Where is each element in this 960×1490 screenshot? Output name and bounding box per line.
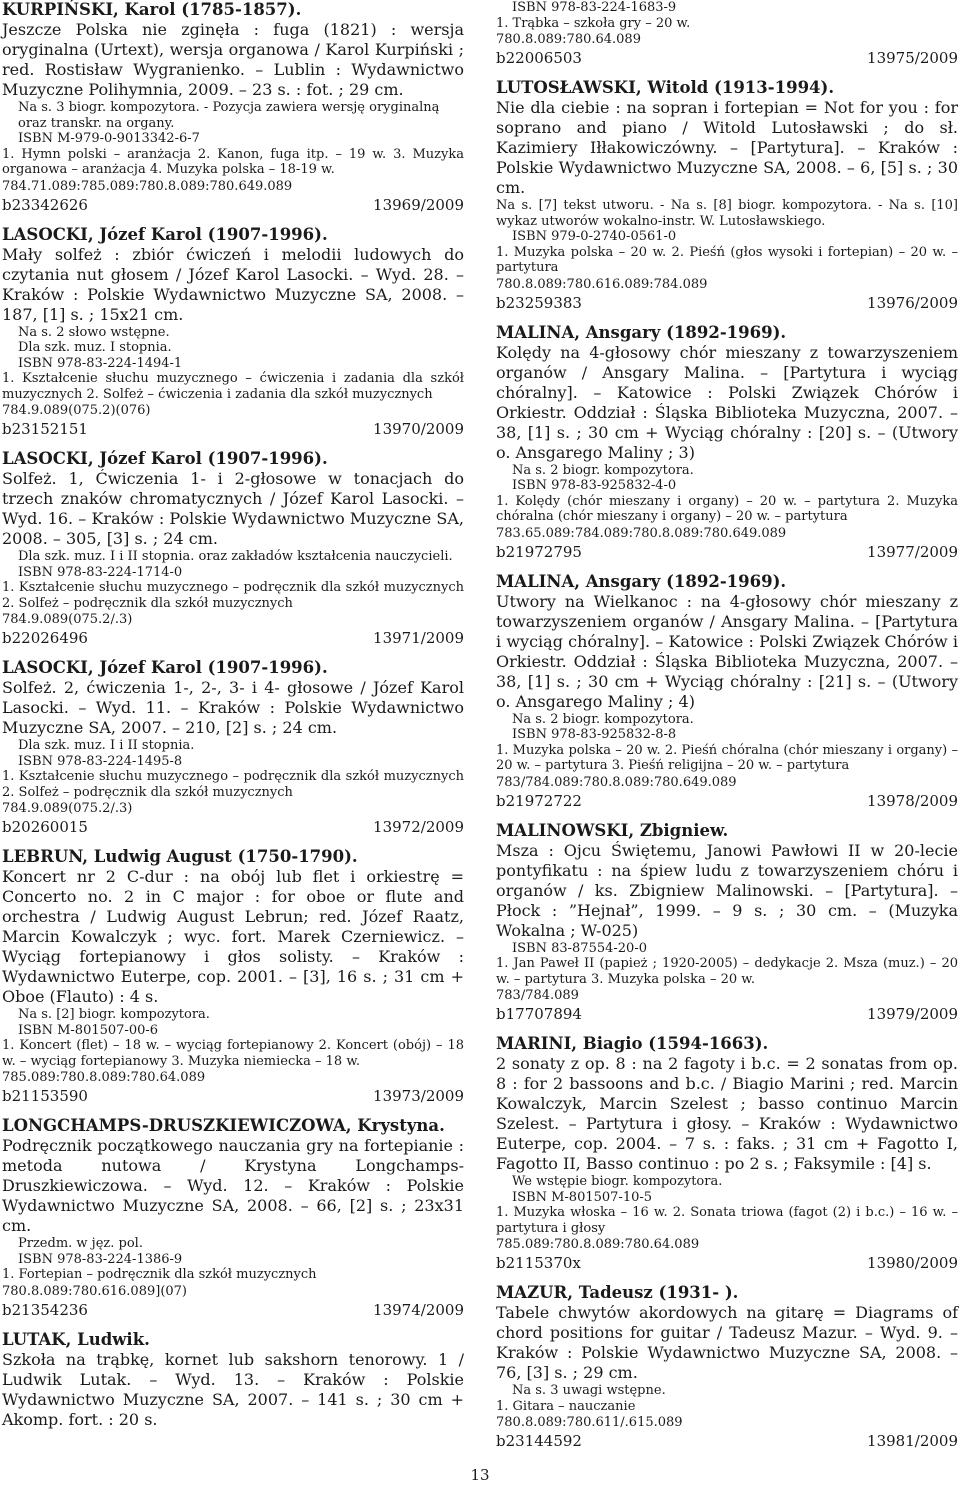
- catalog-entry: [496, 1283, 958, 1451]
- entry-description: Szkoła na trąbkę, kornet lub sakshorn tenorowy. 1 / Ludwik Lutak. – Wyd. 13. – Kraków : Polskie Wydawnictwo Muzyczne SA, 2007. – 141 s. ; 30 cm + Akomp. fort. : 20 s.: [2, 1349, 464, 1429]
- record-id: b22006503: [496, 49, 582, 67]
- entry-description: Solfeż. 2, ćwiczenia 1-, 2-, 3- i 4- głosowe / Józef Karol Lasocki. – Wyd. 11. – Kraków : Polskie Wydawnictwo Muzyczne SA, 2007. – 210, [2] s. ; 24 cm.: [2, 678, 464, 737]
- catalog-entry: [2, 0, 464, 215]
- entry-heading: LASOCKI, Józef Karol (1907-1996).: [2, 224, 328, 244]
- record-line: [2, 1086, 464, 1106]
- record-number: 13981/2009: [867, 1432, 958, 1450]
- record-id: b21972722: [496, 791, 582, 810]
- entry-heading: LASOCKI, Józef Karol (1907-1996).: [2, 449, 328, 468]
- entry-subjects: 1. Muzyka włoska – 16 w. 2. Sonata triowa (fagot (2) i b.c.) – 16 w. – partytura i głosy: [496, 1205, 958, 1236]
- entry-description: Mały solfeż : zbiór ćwiczeń i melodii ludowych do czytania nut głosem / Józef Karol Lasocki. – Wyd. 28. – Kraków : Polskie Wydawnictwo Muzyczne SA, 2008. – 187, [1] s. ; 15x21 cm.: [2, 244, 464, 324]
- entry-note: Przedm. w jęz. pol.: [18, 1236, 143, 1251]
- entry-subjects: 1. Muzyka polska – 20 w. 2. Pieśń chóralna (chór mieszany i organy) – 20 w. – partytura 3. Pieśń religijna – 20 w. – partytura: [496, 742, 958, 773]
- page-number: 13: [470, 1466, 490, 1484]
- catalog-entry: [2, 847, 464, 1106]
- entry-udc: 780.8.089:780.616.089:784.089: [496, 276, 708, 292]
- entry-note: ISBN 978-83-925832-8-8: [512, 727, 677, 742]
- entry-udc: 784.9.089(075.2)(076): [2, 403, 151, 418]
- entry-heading: LUTOSŁAWSKI, Witold (1913-1994).: [496, 78, 835, 97]
- entry-note: ISBN 978-83-224-1683-9: [512, 0, 677, 15]
- entry-subjects: 1. Kolędy (chór mieszany i organy) – 20 w. – partytura 2. Muzyka chóralna (chór mieszany i organy) – 20 w. – partytura: [496, 493, 958, 524]
- right-column: [496, 0, 958, 1461]
- entry-note: Na s. 2 biogr. kompozytora.: [512, 711, 694, 727]
- record-number: 13974/2009: [373, 1300, 464, 1319]
- record-id: b21354236: [2, 1300, 88, 1319]
- entry-heading: MAZUR, Tadeusz (1931- ).: [496, 1283, 739, 1302]
- entry-udc: 784.9.089(075.2/.3): [2, 612, 133, 627]
- entry-note: We wstępie biogr. kompozytora.: [512, 1174, 723, 1189]
- record-id: b21972795: [496, 542, 582, 561]
- record-line: [496, 1004, 958, 1024]
- entry-heading: KURPIŃSKI, Karol (1785-1857).: [2, 0, 302, 19]
- entry-note: Dla szk. muz. I i II stopnia.: [18, 738, 195, 753]
- record-line: [496, 791, 958, 811]
- catalog-entry: [2, 449, 464, 648]
- catalog-entry: [496, 0, 958, 68]
- entry-description: Jeszcze Polska nie zginęła : fuga (1821) : wersja oryginalna (Urtext), wersja organowa / Karol Kurpiński ; red. Rostisław Wygranienko. – Lublin : Wydawnictwo Muzyczne Polihymnia, 2009. – 23 s. : fot. ; 29 cm.: [2, 20, 464, 99]
- record-number: 13978/2009: [867, 791, 958, 810]
- record-id: b21153590: [2, 1087, 88, 1105]
- entry-subjects: 1. Kształcenie słuchu muzycznego – podręcznik dla szkół muzycznych 2. Solfeż – podręcznik dla szkół muzycznych: [2, 769, 464, 800]
- entry-note: Na s. 2 słowo wstępne.: [18, 324, 170, 340]
- record-line: [2, 628, 464, 648]
- record-line: [496, 1253, 958, 1273]
- entry-note: ISBN 978-83-224-1494-1: [18, 355, 183, 371]
- catalog-entry: [2, 1116, 464, 1320]
- catalog-entry: [496, 323, 958, 562]
- entry-note: Dla szk. muz. I i II stopnia. oraz zakładów kształcenia nauczycieli.: [18, 549, 453, 564]
- entry-udc: 780.8.089:780.616.089](07): [2, 1283, 188, 1299]
- record-number: 13973/2009: [373, 1087, 464, 1105]
- entry-heading: MARINI, Biagio (1594-1663).: [496, 1034, 769, 1053]
- entry-note: Na s. 3 biogr. kompozytora. - Pozycja zawiera wersję oryginalną oraz transkr. na organy.: [18, 100, 440, 131]
- entry-note: ISBN 978-83-925832-4-0: [512, 478, 677, 493]
- entry-subjects: 1. Fortepian – podręcznik dla szkół muzycznych: [2, 1267, 317, 1282]
- entry-note: Dla szk. muz. I stopnia.: [18, 340, 172, 355]
- record-line: [496, 48, 958, 68]
- record-id: b2115370x: [496, 1254, 581, 1272]
- record-id: b17707894: [496, 1005, 582, 1023]
- entry-description: Utwory na Wielkanoc : na 4-głosowy chór mieszany z towarzyszeniem organów / Ansgary Malina. – [Partytura i wyciąg chóralny]. – Katowice : Polski Związek Chórów i Orkiestr. Oddział : Śląska Biblioteka Muzyczna, 2007. – 38, [1] s. ; 30 cm + Wyciąg chóralny : [21] s. – (Utwory o. Ansgarego Maliny ; 4): [496, 591, 958, 711]
- entry-heading: LONGCHAMPS-DRUSZKIEWICZOWA, Krystyna.: [2, 1116, 445, 1135]
- entry-udc: 785.089:780.8.089:780.64.089: [2, 1070, 206, 1085]
- entry-description: Tabele chwytów akordowych na gitarę = Diagrams of chord positions for guitar / Tadeusz Mazur. – Wyd. 9. – Kraków : Polskie Wydawnictwo Muzyczne SA, 2008. – 76, [3] s. ; 29 cm.: [496, 1303, 958, 1382]
- catalog-entry: [496, 1034, 958, 1273]
- entry-subjects: 1. Trąbka – szkoła gry – 20 w.: [496, 15, 691, 31]
- entry-description: Koncert nr 2 C-dur : na obój lub flet i orkiestrę = Concerto no. 2 in C major : for oboe or flute and orchestra / Ludwig August Lebrun; red. Józef Raatz, Marcin Kowalczyk ; wyc. fort. Marek Czerniewicz. – Wyciąg fortepianowy i głos solisty. – Kraków : Wydawnictwo Euterpe, cop. 2001. – [3], 16 s. ; 31 cm + Oboe (Flauto) : 4 s.: [2, 867, 464, 1006]
- entry-heading: MALINA, Ansgary (1892-1969).: [496, 322, 787, 342]
- entry-note: Na s. 3 uwagi wstępne.: [512, 1383, 666, 1398]
- entry-description: Msza : Ojcu Świętemu, Janowi Pawłowi II w 20-lecie pontyfikatu : na śpiew ludu z towarzyszeniem chóru i organów / ks. Zbigniew Malinowski. – [Partytura]. – Płock : ”Hejnał”, 1999. – 9 s. ; 30 cm. – (Muzyka Wokalna ; W-025): [496, 840, 958, 940]
- entry-udc: 783/784.089: [496, 988, 579, 1003]
- record-number: 13970/2009: [373, 420, 464, 438]
- entry-heading: MALINOWSKI, Zbigniew.: [496, 820, 729, 840]
- catalog-entry: [496, 572, 958, 811]
- record-line: [2, 195, 464, 215]
- entry-subjects: 1. Koncert (flet) – 18 w. – wyciąg fortepianowy 2. Koncert (obój) – 18 w. – wyciąg fortepianowy 3. Muzyka niemiecka – 18 w.: [2, 1038, 464, 1069]
- record-line: [2, 1300, 464, 1320]
- entry-note: ISBN M-801507-10-5: [512, 1189, 653, 1205]
- entry-note: ISBN M-801507-00-6: [18, 1022, 159, 1038]
- record-id: b22026496: [2, 629, 88, 647]
- record-number: 13975/2009: [867, 49, 958, 67]
- left-column: [2, 0, 464, 1440]
- record-line: [2, 419, 464, 439]
- entry-note: ISBN 978-83-224-1495-8: [18, 753, 183, 769]
- record-id: b23259383: [496, 293, 582, 312]
- entry-subjects: 1. Jan Paweł II (papież ; 1920-2005) – dedykacje 2. Msza (muz.) – 20 w. – partytura 3. Muzyka polska – 20 w.: [496, 956, 958, 987]
- entry-note: Na s. [2] biogr. kompozytora.: [18, 1007, 210, 1022]
- entry-heading: LASOCKI, Józef Karol (1907-1996).: [2, 658, 328, 677]
- entry-heading: LEBRUN, Ludwig August (1750-1790).: [2, 847, 358, 866]
- entry-udc: 784.71.089:785.089:780.8.089:780.649.089: [2, 178, 293, 194]
- entry-note: ISBN 979-0-2740-0561-0: [512, 229, 677, 244]
- catalog-entry: [2, 658, 464, 837]
- entry-note: ISBN 978-83-224-1386-9: [18, 1251, 183, 1267]
- entry-subjects: 1. Kształcenie słuchu muzycznego – podręcznik dla szkół muzycznych 2. Solfeż – podręcznik dla szkół muzycznych: [2, 580, 464, 611]
- entry-description: Solfeż. 1, Ćwiczenia 1- i 2-głosowe w tonacjach do trzech znaków chromatycznych / Józef Karol Lasocki. – Wyd. 16. – Kraków : Polskie Wydawnictwo Muzyczne SA, 2008. – 305, [3] s. ; 24 cm.: [2, 469, 464, 548]
- entry-udc: 783.65.089:784.089:780.8.089:780.649.089: [496, 525, 787, 541]
- entry-subjects: 1. Kształcenie słuchu muzycznego – ćwiczenia i zadania dla szkół muzycznych 2. Solfeż – ćwiczenia i zadania dla szkół muzycznych: [2, 371, 464, 402]
- record-number: 13971/2009: [373, 629, 464, 647]
- entry-description: Podręcznik początkowego nauczania gry na fortepianie : metoda nutowa / Krystyna Longchamps-Druszkiewiczowa. – Wyd. 12. – Kraków : Polskie Wydawnictwo Muzyczne SA, 2008. – 66, [2] s. ; 23x31 cm.: [2, 1136, 464, 1235]
- record-number: 13969/2009: [373, 195, 464, 214]
- record-line: [496, 542, 958, 562]
- entry-subjects: 1. Muzyka polska – 20 w. 2. Pieśń (głos wysoki i fortepian) – 20 w. – partytura: [496, 244, 958, 275]
- record-id: b23144592: [496, 1432, 582, 1450]
- entry-note: ISBN M-979-0-9013342-6-7: [18, 131, 200, 146]
- entry-heading: MALINA, Ansgary (1892-1969).: [496, 571, 787, 591]
- entry-description: Nie dla ciebie : na sopran i fortepian = Not for you : for soprano and piano / Witold Lutosławski ; do sł. Kazimiery Iłłakowiczówny. – [Partytura]. – Kraków : Polskie Wydawnictwo Muzyczne SA, 2008. – 6, [5] s. ; 30 cm.: [496, 98, 958, 197]
- entry-udc: 780.8.089:780.64.089: [496, 32, 641, 47]
- record-id: b20260015: [2, 818, 88, 836]
- entry-description: Kolędy na 4-głosowy chór mieszany z towarzyszeniem organów / Ansgary Malina. – [Partytura i wyciąg chóralny]. – Katowice : Polski Związek Chórów i Orkiestr. Oddział : Śląska Biblioteka Muzyczna, 2007. – 38, [1] s. ; 30 cm + Wyciąg chóralny : [20] s. – (Utwory o. Ansgarego Maliny ; 3): [496, 342, 958, 462]
- record-line: [496, 293, 958, 313]
- entry-udc: 780.8.089:780.611/.615.089: [496, 1415, 683, 1430]
- record-id: b23342626: [2, 195, 88, 214]
- entry-udc: 785.089:780.8.089:780.64.089: [496, 1237, 700, 1252]
- record-line: [2, 817, 464, 837]
- catalog-entry: [496, 821, 958, 1025]
- entry-note: Na s. 2 biogr. kompozytora.: [512, 462, 694, 478]
- record-number: 13977/2009: [867, 542, 958, 561]
- catalog-entry: [2, 1330, 464, 1430]
- record-number: 13979/2009: [867, 1005, 958, 1023]
- record-number: 13976/2009: [867, 293, 958, 312]
- entry-description: 2 sonaty z op. 8 : na 2 fagoty i b.c. = 2 sonatas from op. 8 : for 2 bassoons and b.c. / Biagio Marini ; red. Marcin Kowalczyk, Marcin Szelest ; basso continuo Marcin Szelest. – Partytura i głosy. – Kraków : Wydawnictwo Euterpe, cop. 2004. – 7 s. : faks. ; 31 cm + Fagotto I, Fagotto II, Basso continuo : po 2 s. ; Faksymile : [4] s.: [496, 1054, 958, 1173]
- entry-subjects: 1. Gitara – nauczanie: [496, 1398, 636, 1414]
- catalog-entry: [496, 78, 958, 313]
- record-number: 13980/2009: [867, 1254, 958, 1272]
- entry-note: ISBN 978-83-224-1714-0: [18, 564, 183, 580]
- catalog-entry: [2, 225, 464, 440]
- entry-heading: LUTAK, Ludwik.: [2, 1329, 150, 1349]
- entry-note: Na s. [7] tekst utworu. - Na s. [8] biogr. kompozytora. - Na s. [10] wykaz utworów wokalno-instr. W. Lutosławskiego.: [496, 198, 958, 229]
- entry-udc: 783/784.089:780.8.089:780.649.089: [496, 774, 737, 790]
- record-number: 13972/2009: [373, 818, 464, 836]
- entry-subjects: 1. Hymn polski – aranżacja 2. Kanon, fuga itp. – 19 w. 3. Muzyka organowa – aranżacja 4. Muzyka polska – 18-19 w.: [2, 146, 464, 177]
- record-id: b23152151: [2, 420, 88, 438]
- entry-note: ISBN 83-87554-20-0: [512, 940, 647, 956]
- record-line: [496, 1431, 958, 1451]
- entry-udc: 784.9.089(075.2/.3): [2, 801, 133, 816]
